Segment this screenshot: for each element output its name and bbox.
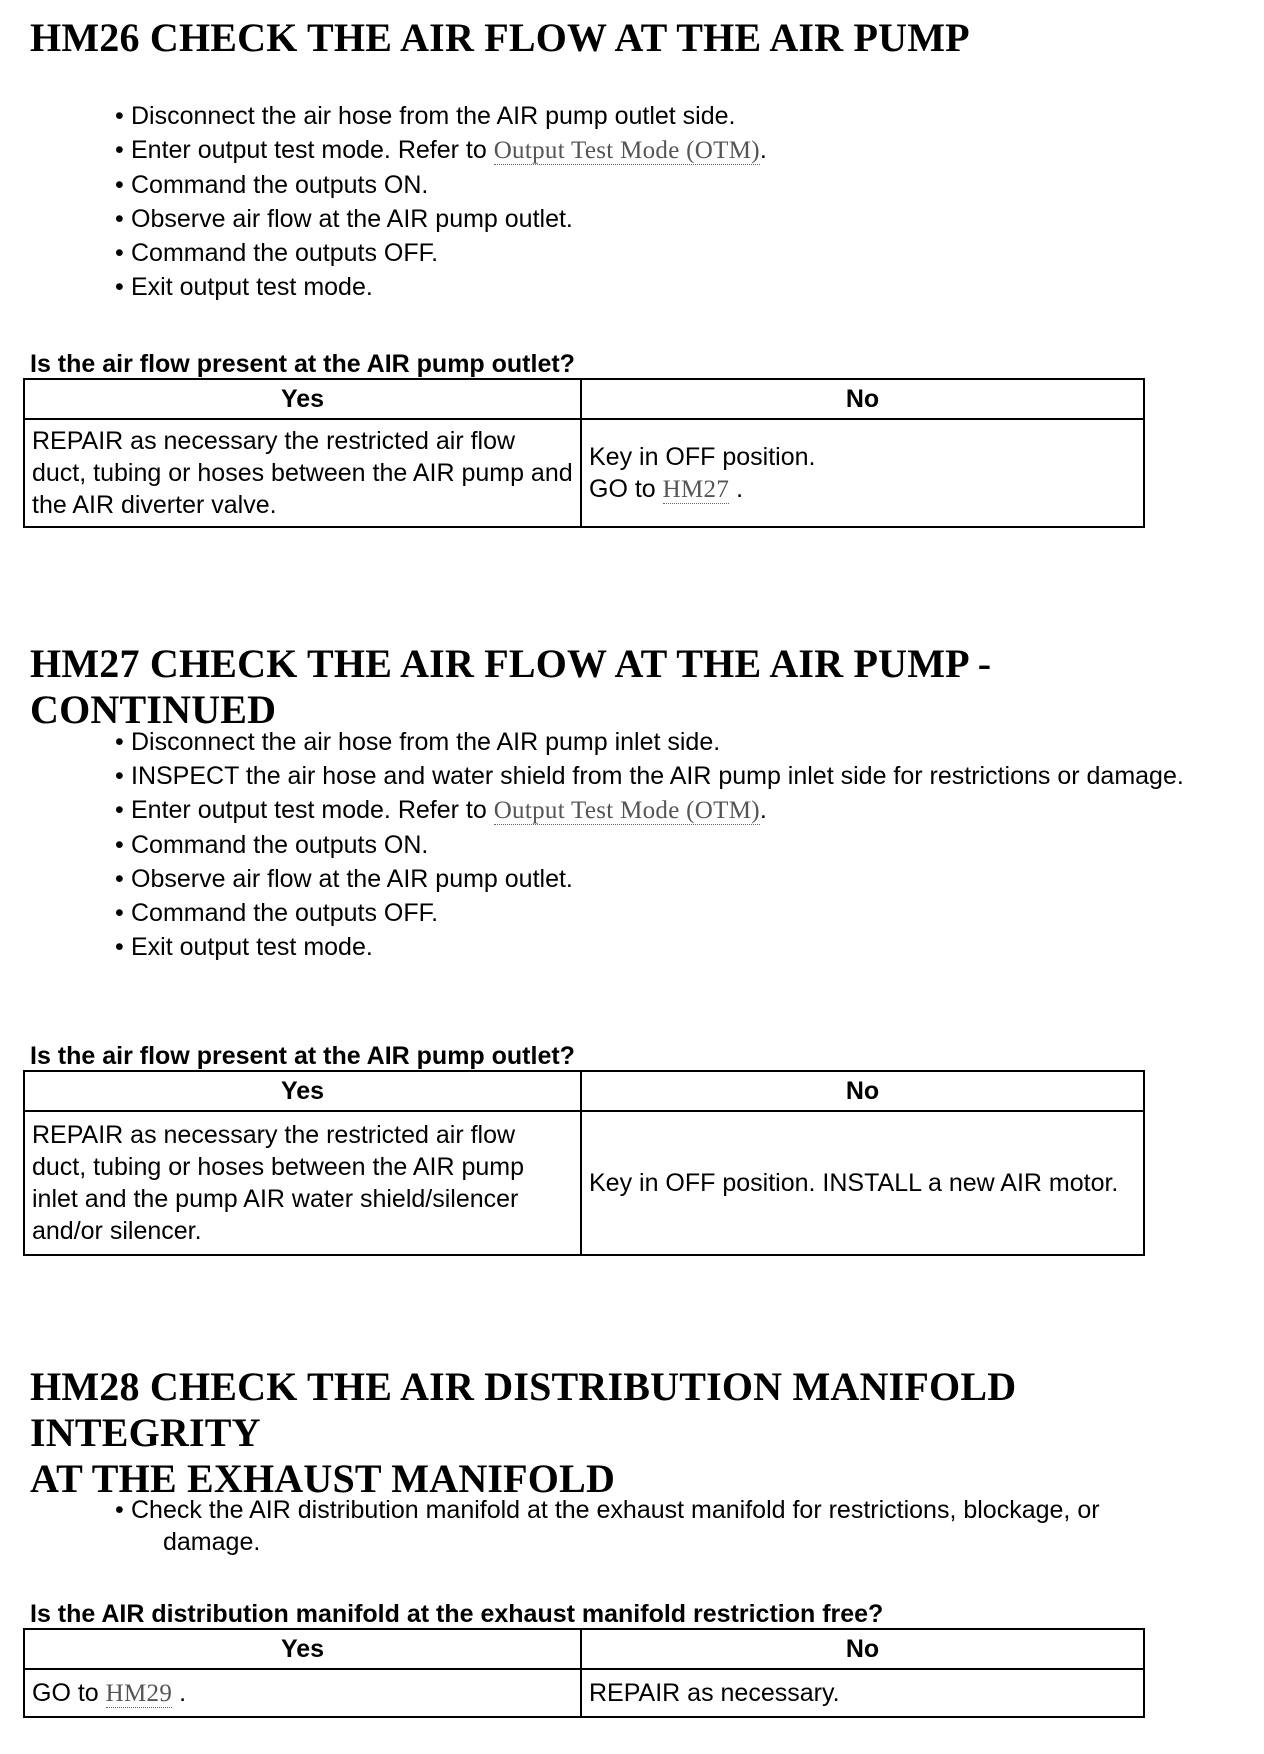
list-item: • Enter output test mode. Refer to Output Test Mode (OTM). xyxy=(30,793,1230,828)
list-item: • Disconnect the air hose from the AIR pump outlet side. xyxy=(30,99,1230,133)
question-hm26-wrap xyxy=(30,350,1230,378)
hm27-link[interactable]: HM27 xyxy=(662,475,730,503)
hm29-link[interactable]: HM29 xyxy=(105,1679,173,1707)
list-item: • Enter output test mode. Refer to Output Test Mode (OTM). xyxy=(30,133,1230,168)
yes-header: Yes xyxy=(24,1629,581,1669)
list-item: • Command the outputs OFF. xyxy=(30,896,1230,930)
list-item: • Observe air flow at the AIR pump outlet. xyxy=(30,202,1230,236)
bullet-icon: • xyxy=(115,796,124,824)
yes-cell: REPAIR as necessary the restricted air flow duct, tubing or hoses between the AIR pump and the AIR diverter valve. xyxy=(24,419,581,527)
no-header: No xyxy=(581,1629,1144,1669)
decision-table-hm26 xyxy=(23,378,1145,528)
section-hm26 xyxy=(30,15,1230,61)
section-hm27 xyxy=(30,641,1230,733)
list-item: • INSPECT the air hose and water shield from the AIR pump inlet side for restrictions or damage. xyxy=(30,759,1230,793)
bullet-icon: • xyxy=(115,102,124,130)
list-item: • Observe air flow at the AIR pump outlet. xyxy=(30,862,1230,896)
list-item: • Command the outputs ON. xyxy=(30,828,1230,862)
section-hm28 xyxy=(30,1364,1230,1502)
no-header: No xyxy=(581,379,1144,419)
bullet-icon: • xyxy=(115,239,124,267)
bullet-icon: • xyxy=(115,933,124,961)
bullet-icon: • xyxy=(115,831,124,859)
list-item: • Exit output test mode. xyxy=(30,930,1230,964)
bullet-icon: • xyxy=(115,136,124,164)
list-item: • Command the outputs ON. xyxy=(30,168,1230,202)
list-item: • Exit output test mode. xyxy=(30,270,1230,304)
no-header: No xyxy=(581,1071,1144,1111)
decision-table-hm27 xyxy=(23,1070,1145,1256)
yes-cell: GO to HM29 . xyxy=(24,1669,581,1717)
bullet-icon: • xyxy=(115,1496,124,1524)
question: Is the AIR distribution manifold at the exhaust manifold restriction free? xyxy=(30,1600,884,1628)
list-item: • Disconnect the air hose from the AIR pump inlet side. xyxy=(30,725,1230,759)
bullet-icon: • xyxy=(115,728,124,756)
steps-hm26 xyxy=(30,99,1230,304)
question: Is the air flow present at the AIR pump outlet? xyxy=(30,1042,575,1070)
yes-cell: REPAIR as necessary the restricted air flow duct, tubing or hoses between the AIR pump inlet and the pump AIR water shield/silencer and/or silencer. xyxy=(24,1111,581,1255)
no-cell: Key in OFF position. GO to HM27 . xyxy=(581,419,1144,527)
bullet-icon: • xyxy=(115,273,124,301)
section-title: HM27 CHECK THE AIR FLOW AT THE AIR PUMP - CONTINUED xyxy=(30,641,992,732)
decision-table-hm28 xyxy=(23,1628,1145,1718)
list-item: • Check the AIR distribution manifold at the exhaust manifold for restrictions, blockage, or damage. xyxy=(115,1496,1100,1556)
bullet-icon: • xyxy=(115,865,124,893)
question-hm27-wrap xyxy=(30,1042,1230,1070)
no-cell: REPAIR as necessary. xyxy=(581,1669,1144,1717)
yes-header: Yes xyxy=(24,1071,581,1111)
question-hm28-wrap xyxy=(30,1600,1230,1628)
yes-header: Yes xyxy=(24,379,581,419)
question: Is the air flow present at the AIR pump outlet? xyxy=(30,350,575,378)
bullet-icon: • xyxy=(115,762,124,790)
list-item: • Command the outputs OFF. xyxy=(30,236,1230,270)
section-title: HM26 CHECK THE AIR FLOW AT THE AIR PUMP xyxy=(30,15,970,60)
steps-hm27 xyxy=(30,725,1230,964)
bullet-icon: • xyxy=(115,205,124,233)
section-title: HM28 CHECK THE AIR DISTRIBUTION MANIFOLD INTEGRITY AT THE EXHAUST MANIFOLD xyxy=(30,1364,1017,1501)
bullet-icon: • xyxy=(115,899,124,927)
steps-hm28 xyxy=(30,1494,1230,1558)
otm-link[interactable]: Output Test Mode (OTM) xyxy=(493,137,760,164)
bullet-icon: • xyxy=(115,171,124,199)
otm-link[interactable]: Output Test Mode (OTM) xyxy=(493,797,760,824)
no-cell: Key in OFF position. INSTALL a new AIR motor. xyxy=(581,1111,1144,1255)
